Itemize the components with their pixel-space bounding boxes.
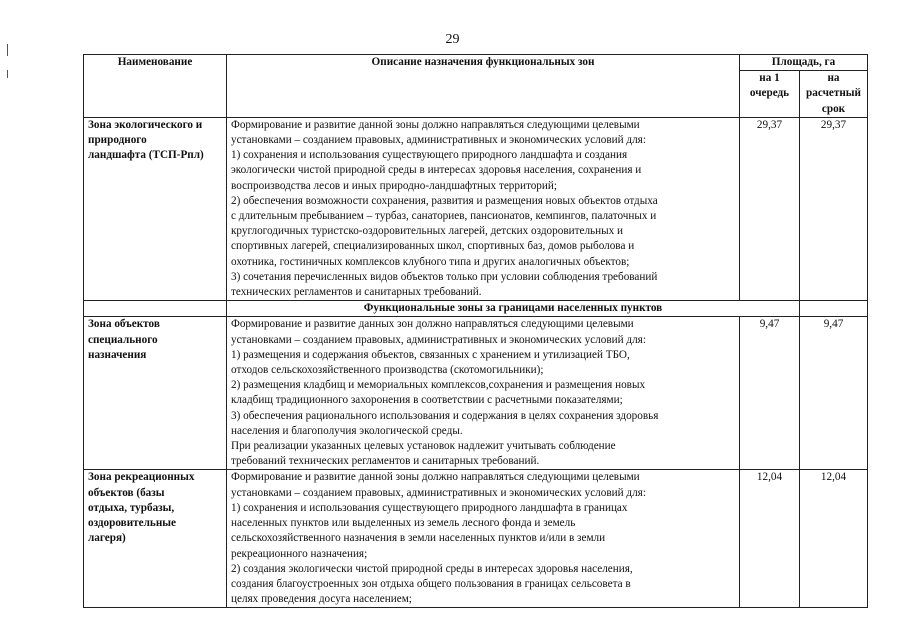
description-line: 1) сохранения и использования существующего природного ландшафта и создания [231, 149, 628, 162]
description-line: экологически чистой природной среды в интересах здоровья населения, сохранения и [231, 164, 642, 177]
table-row [84, 117, 868, 300]
header-calc-period-line: срок [821, 102, 846, 115]
description-line: населения и благополучия экологической среды. [231, 424, 463, 437]
description-line: с длительным пребыванием – турбаз, санаториев, пансионатов, кемпингов, палаточных и [231, 210, 657, 223]
table-row [84, 470, 868, 608]
description-line: воспроизводства лесов и иных природно-ландшафтных территорий; [231, 179, 557, 192]
description-line: технических регламентов и санитарных требований. [231, 286, 482, 299]
description-line: кладбищ традиционного захоронения в соответствии с расчетными показателями; [231, 394, 623, 407]
zone-name-line: ландшафта (ТСП-Рпл) [88, 149, 204, 162]
header-calc-period [800, 71, 868, 118]
description-line: сельскохозяйственного назначения в земли населенных пунктов и/или в земли [231, 532, 606, 545]
zone-name-line: Зона объектов [88, 318, 160, 331]
header-description: Описание назначения функциональных зон [227, 55, 740, 118]
description-line: населенных пунктов или выделенных из земель лесного фонда и земель [231, 517, 576, 530]
description-line: 1) размещения и содержания объектов, связанных с хранением и утилизацией ТБО, [231, 348, 630, 361]
zone-name-line: Зона рекреационных [88, 471, 195, 484]
description-line: круглогодичных туристско-оздоровительных лагерей, детских оздоровительных и [231, 225, 624, 238]
description-line: целях проведения досуга населением; [231, 593, 412, 606]
description-line: 2) создания экологически чистой природной среды в интересах здоровья населения, [231, 562, 633, 575]
description-line: требований технических регламентов и санитарных требований. [231, 455, 540, 468]
header-row [84, 55, 868, 71]
description-line: охотника, гостиничных комплексов клубного типа и других аналогичных объектов; [231, 255, 630, 268]
description-line: рекреационного назначения; [231, 547, 368, 560]
description-line: установками – созданием правовых, административных и экономических условий для: [231, 486, 646, 499]
description-line: установками – созданием правовых, административных и экономических условий для: [231, 134, 646, 147]
zone-name-line: природного [88, 134, 147, 147]
page-number: 29 [445, 32, 460, 47]
area-calc-period: 12,04 [800, 470, 868, 608]
header-first-stage-line: на 1 [759, 72, 780, 85]
zone-name [84, 470, 227, 608]
area-first-stage: 29,37 [740, 117, 800, 300]
description-line: отходов сельскохозяйственного производства (скотомогильники); [231, 364, 544, 377]
header-first-stage [740, 71, 800, 118]
zone-name-line: Зона экологического и [88, 118, 203, 131]
description-line: Формирование и развитие данной зоны должно направляться следующими целевыми [231, 118, 640, 131]
header-calc-period-line: расчетный [806, 87, 861, 100]
area-calc-period: 29,37 [800, 117, 868, 300]
zone-name-line: специального [88, 333, 158, 346]
zone-name [84, 117, 227, 300]
area-first-stage: 9,47 [740, 317, 800, 470]
description-line: Формирование и развитие данных зон должно направляться следующими целевыми [231, 318, 634, 331]
header-calc-period-line: на [827, 72, 840, 85]
zone-description [227, 317, 740, 470]
scan-edge-mark [7, 70, 8, 78]
header-first-stage-line: очередь [749, 87, 790, 100]
description-line: установками – созданием правовых, административных и экономических условий для: [231, 333, 646, 346]
section-row [84, 301, 868, 317]
area-calc-period: 9,47 [800, 317, 868, 470]
header-area: Площадь, га [740, 55, 868, 71]
description-line: 3) сочетания перечисленных видов объектов только при условии соблюдения требований [231, 270, 658, 283]
functional-zones-table [83, 54, 868, 608]
zone-name-line: лагеря) [88, 532, 126, 545]
description-line: Формирование и развитие данной зоны должно направляться следующими целевыми [231, 471, 640, 484]
description-line: 2) обеспечения возможности сохранения, развития и размещения новых объектов отдыха [231, 194, 658, 207]
description-line: 2) размещения кладбищ и мемориальных комплексов,сохранения и размещения новых [231, 379, 646, 392]
zone-name-line: оздоровительные [88, 517, 176, 530]
zone-description [227, 470, 740, 608]
zone-name-line: отдыха, турбазы, [88, 501, 175, 514]
description-line: создания благоустроенных зон отдыха общего пользования в границах сельсовета в [231, 577, 631, 590]
description-line: спортивных лагерей, специализированных школ, спортивных баз, домов рыболова и [231, 240, 635, 253]
zone-name [84, 317, 227, 470]
header-name: Наименование [84, 55, 227, 118]
table-row [84, 317, 868, 470]
description-line: 1) сохранения и использования существующего природного ландшафта в границах [231, 501, 628, 514]
zone-name-line: назначения [88, 348, 147, 361]
description-line: 3) обеспечения рационального использования и содержания в целях сохранения здоровья [231, 409, 659, 422]
area-first-stage: 12,04 [740, 470, 800, 608]
zone-name-line: объектов (базы [88, 486, 165, 499]
description-line: При реализации указанных целевых установок надлежит учитывать соблюдение [231, 440, 616, 453]
section-title: Функциональные зоны за границами населенных пунктов [227, 301, 800, 317]
zone-description [227, 117, 740, 300]
